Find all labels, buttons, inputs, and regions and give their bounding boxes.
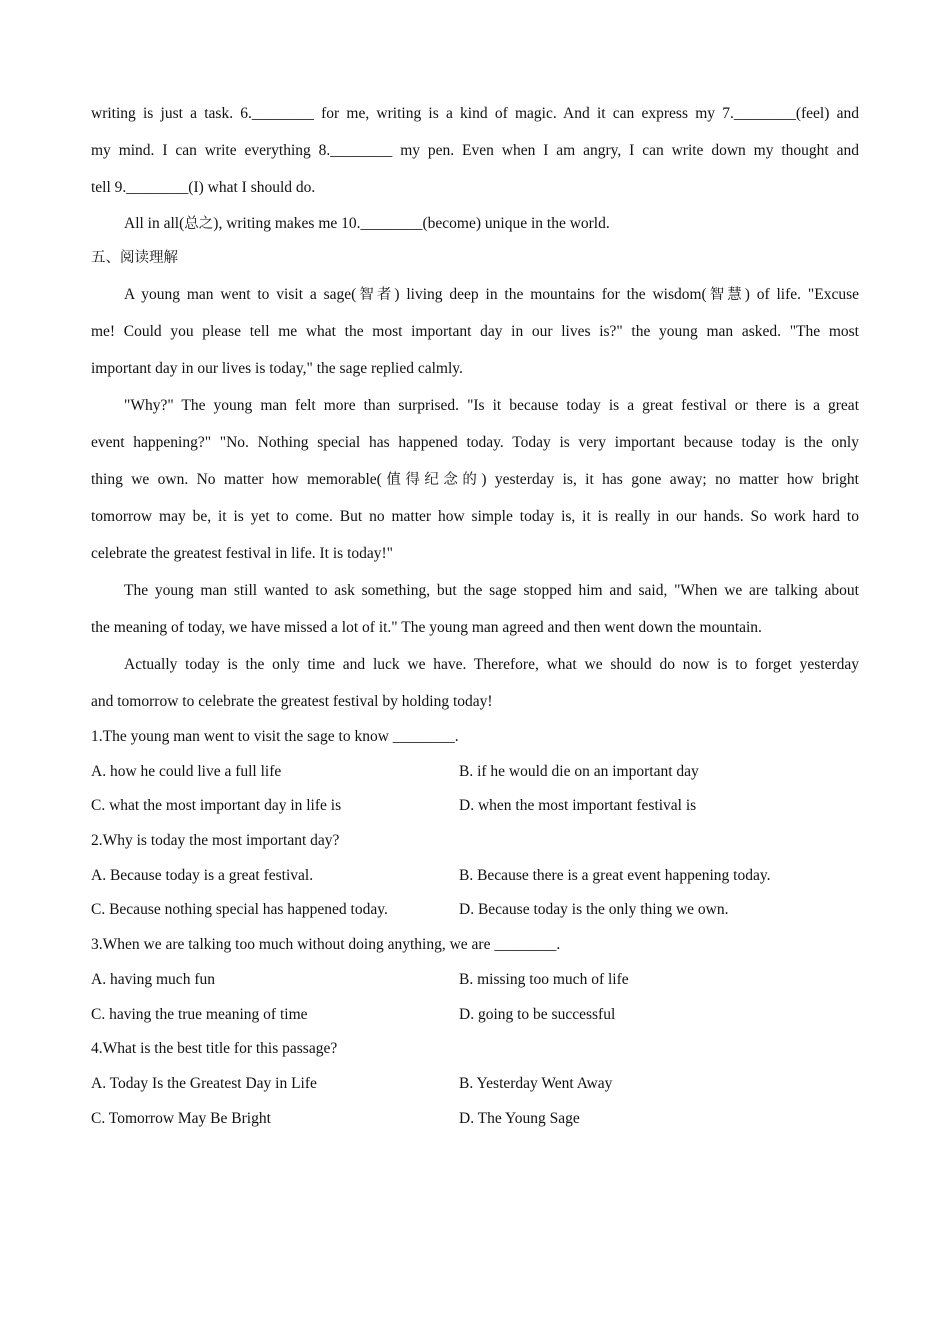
passage-line: me! Could you please tell me what the most important day in our lives is?" the young man asked. "The most — [91, 323, 859, 340]
option-c: C. having the true meaning of time — [91, 1005, 308, 1023]
passage-line — [91, 461, 859, 498]
text: ) yesterday is, it has gone away; no matter how bright — [481, 471, 859, 488]
option-d: D. The Young Sage — [459, 1109, 580, 1127]
passage-line — [91, 206, 859, 241]
text: thing we own. No matter how memorable( — [91, 471, 382, 488]
option-b: B. if he would die on an important day — [459, 762, 699, 780]
question — [91, 720, 859, 824]
option-d: D. Because today is the only thing we own. — [459, 901, 729, 919]
section-heading: 五、阅读理解 — [91, 250, 178, 266]
option-d: D. when the most important festival is — [459, 797, 697, 815]
option-d: D. going to be successful — [459, 1005, 616, 1023]
chinese-gloss: 总之 — [184, 216, 214, 232]
option-c: C. Tomorrow May Be Bright — [91, 1109, 271, 1127]
question-stem: 1.The young man went to visit the sage to know ________. — [91, 728, 459, 745]
question — [91, 824, 859, 928]
text: ) of life. "Excuse — [744, 286, 859, 303]
passage-line: writing is just a task. 6.________ for me, writing is a kind of magic. And it can express my 7.________(feel) and — [91, 105, 859, 122]
passage-line: Actually today is the only time and luck we have. Therefore, what we should do now is to forget yesterday — [124, 656, 859, 673]
text: ) living deep in the mountains for the wisdom( — [394, 286, 707, 303]
option-a: A. how he could live a full life — [91, 762, 282, 780]
fill-passage — [91, 95, 859, 241]
passage-line: and tomorrow to celebrate the greatest festival by holding today! — [91, 693, 493, 710]
option-a: A. Because today is a great festival. — [91, 866, 314, 884]
passage-line: "Why?" The young man felt more than surprised. "Is it because today is a great festival or there is a great — [124, 397, 859, 414]
text: All in all( — [124, 215, 185, 232]
reading-passage — [91, 276, 859, 720]
passage-line: tell 9.________(I) what I should do. — [91, 179, 316, 196]
questions — [91, 720, 859, 1136]
option-b: B. missing too much of life — [459, 970, 629, 988]
chinese-gloss: 智慧 — [706, 287, 745, 303]
passage-line: The young man still wanted to ask something, but the sage stopped him and said, "When we are talking about — [124, 582, 859, 599]
passage-line: tomorrow may be, it is yet to come. But no matter how simple today is, it is really in our hands. So work hard to — [91, 508, 859, 525]
question — [91, 1032, 859, 1136]
passage-line: celebrate the greatest festival in life. It is today!" — [91, 545, 393, 562]
option-a: A. having much fun — [91, 970, 215, 988]
question — [91, 928, 859, 1032]
question-stem: 3.When we are talking too much without doing anything, we are ________. — [91, 936, 561, 954]
passage-line: my mind. I can write everything 8.________ my pen. Even when I am angry, I can write down my thought and — [91, 142, 859, 159]
chinese-gloss: 智者 — [356, 287, 395, 303]
option-b: B. Because there is a great event happening today. — [459, 866, 771, 884]
option-c: C. what the most important day in life is — [91, 797, 342, 815]
passage-line: event happening?" "No. Nothing special has happened today. Today is very important because today is the only — [91, 434, 859, 451]
text: ), writing makes me 10.________(become) unique in the world. — [213, 215, 610, 232]
document-page — [91, 95, 859, 1136]
option-c: C. Because nothing special has happened today. — [91, 901, 388, 919]
option-a: A. Today Is the Greatest Day in Life — [91, 1074, 317, 1092]
text: A young man went to visit a sage( — [124, 286, 357, 303]
question-stem: 4.What is the best title for this passage? — [91, 1040, 338, 1058]
passage-line: the meaning of today, we have missed a lot of it." The young man agreed and then went down the mountain. — [91, 619, 762, 636]
chinese-gloss: 值得纪念的 — [381, 472, 482, 488]
option-b: B. Yesterday Went Away — [459, 1074, 613, 1092]
question-stem: 2.Why is today the most important day? — [91, 832, 340, 850]
passage-line — [91, 276, 859, 313]
passage-line: important day in our lives is today," the sage replied calmly. — [91, 360, 463, 377]
